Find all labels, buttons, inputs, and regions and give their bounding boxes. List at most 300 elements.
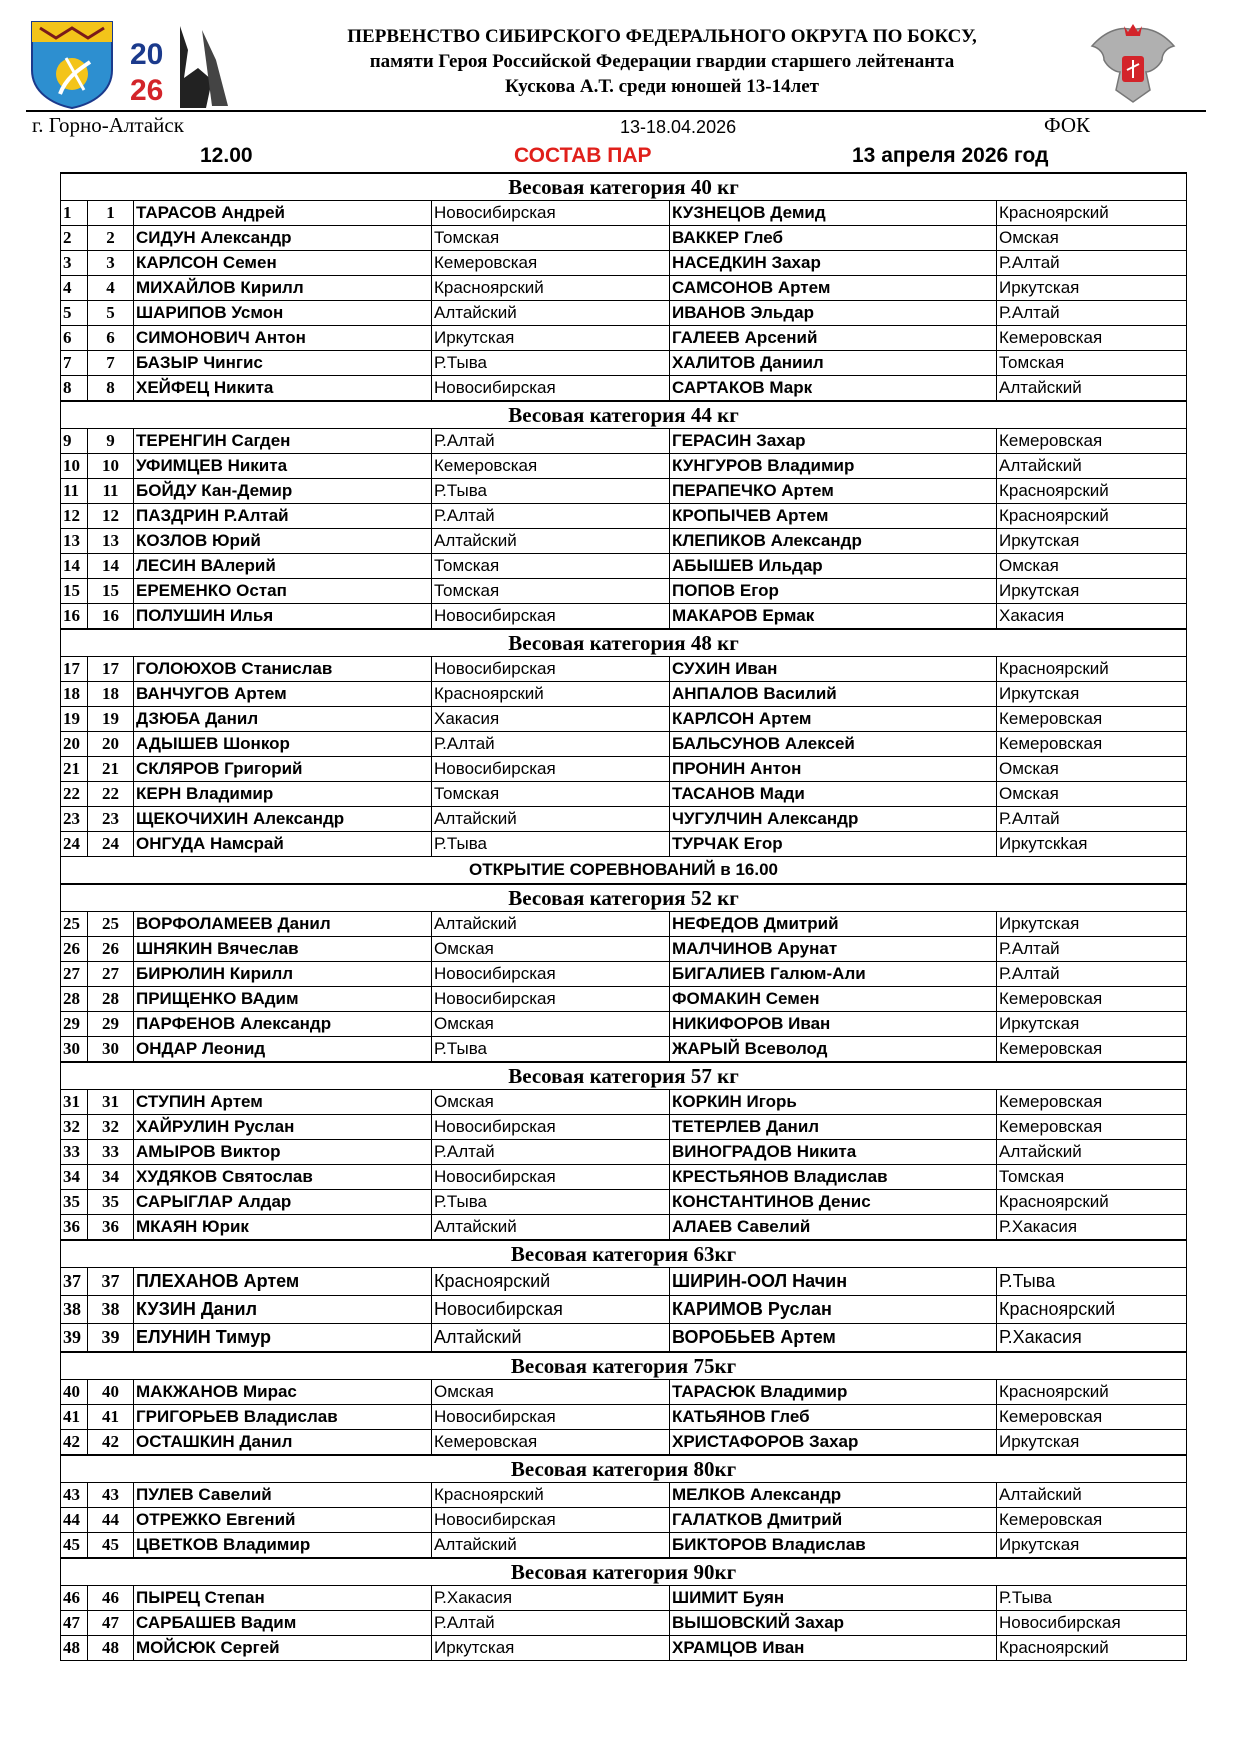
pair-number: 35 bbox=[88, 1190, 134, 1215]
weight-category-row bbox=[61, 1062, 1187, 1090]
pair-index: 45 bbox=[61, 1533, 88, 1559]
boxer-blue-name: ХРИСТАФОРОВ Захар bbox=[670, 1430, 997, 1456]
session-date: 13 апреля 2026 год bbox=[852, 144, 1049, 167]
boxer-blue-region: Омская bbox=[997, 782, 1187, 807]
boxer-blue-name: ПОПОВ Егор bbox=[670, 579, 997, 604]
boxer-red-region: Красноярский bbox=[432, 276, 670, 301]
boxer-blue-region: Иркутская bbox=[997, 579, 1187, 604]
pair-number: 12 bbox=[88, 504, 134, 529]
boxer-red-name: ПАЗДРИН Р.Алтай bbox=[134, 504, 432, 529]
pair-row bbox=[61, 429, 1187, 454]
pair-number: 1 bbox=[88, 201, 134, 226]
pair-row bbox=[61, 782, 1187, 807]
pair-row bbox=[61, 1586, 1187, 1611]
boxer-red-name: МИХАЙЛОВ Кирилл bbox=[134, 276, 432, 301]
pair-number: 31 bbox=[88, 1090, 134, 1115]
pair-row bbox=[61, 604, 1187, 630]
event-title-line-3: Кускова А.Т. среди юношей 13-14лет bbox=[504, 76, 819, 97]
boxer-red-region: Кемеровская bbox=[432, 1430, 670, 1456]
boxer-red-name: СИМОНОВИЧ Антон bbox=[134, 326, 432, 351]
boxer-blue-region: Кемеровская bbox=[997, 1115, 1187, 1140]
pair-index: 3 bbox=[61, 251, 88, 276]
pair-row bbox=[61, 1405, 1187, 1430]
boxer-red-name: ТЕРЕНГИН Сагден bbox=[134, 429, 432, 454]
pair-row bbox=[61, 1190, 1187, 1215]
boxer-red-region: Красноярский bbox=[432, 1268, 670, 1296]
pair-number: 22 bbox=[88, 782, 134, 807]
pair-index: 8 bbox=[61, 376, 88, 402]
boxer-red-region: Алтайский bbox=[432, 807, 670, 832]
event-title-line-2: памяти Героя Российской Федерации гвардии старшего лейтенанта bbox=[369, 51, 955, 72]
boxer-red-name: САРЫГЛАР Алдар bbox=[134, 1190, 432, 1215]
pair-row bbox=[61, 579, 1187, 604]
boxer-blue-region: Алтайский bbox=[997, 1140, 1187, 1165]
pair-row bbox=[61, 1636, 1187, 1661]
boxer-red-region: Р.Алтай bbox=[432, 1611, 670, 1636]
pair-number: 36 bbox=[88, 1215, 134, 1241]
opening-note: ОТКРЫТИЕ СОРЕВНОВАНИЙ в 16.00 bbox=[61, 857, 1187, 885]
boxer-blue-region: Р.Тыва bbox=[997, 1586, 1187, 1611]
boxer-blue-name: КАТЬЯНОВ Глеб bbox=[670, 1405, 997, 1430]
boxer-red-name: АДЫШЕВ Шонкор bbox=[134, 732, 432, 757]
pair-number: 8 bbox=[88, 376, 134, 402]
boxer-blue-region: Иркутская bbox=[997, 529, 1187, 554]
boxer-blue-name: САРТАКОВ Марк bbox=[670, 376, 997, 402]
boxer-red-region: Алтайский bbox=[432, 1533, 670, 1559]
weight-category-title: Весовая категория 57 кг bbox=[61, 1062, 1187, 1090]
pair-row bbox=[61, 301, 1187, 326]
pair-index: 25 bbox=[61, 912, 88, 937]
pair-row bbox=[61, 1483, 1187, 1508]
pair-row bbox=[61, 807, 1187, 832]
boxer-red-region: Алтайский bbox=[432, 912, 670, 937]
boxer-blue-region: Красноярский bbox=[997, 504, 1187, 529]
pair-index: 37 bbox=[61, 1268, 88, 1296]
boxer-blue-region: Кемеровская bbox=[997, 1037, 1187, 1063]
boxer-red-name: ЕРЕМЕНКО Остап bbox=[134, 579, 432, 604]
boxer-blue-name: ХАЛИТОВ Даниил bbox=[670, 351, 997, 376]
boxer-blue-name: ИВАНОВ Эльдар bbox=[670, 301, 997, 326]
boxer-red-region: Томская bbox=[432, 226, 670, 251]
pair-row bbox=[61, 757, 1187, 782]
pair-row bbox=[61, 1215, 1187, 1241]
boxer-red-region: Томская bbox=[432, 579, 670, 604]
pair-index: 11 bbox=[61, 479, 88, 504]
pair-index: 43 bbox=[61, 1483, 88, 1508]
boxer-blue-name: ВОРОБЬЕВ Артем bbox=[670, 1324, 997, 1353]
boxer-red-name: ЩЕКОЧИХИН Александр bbox=[134, 807, 432, 832]
boxer-blue-region: Р.Алтай bbox=[997, 301, 1187, 326]
weight-category-row bbox=[61, 1558, 1187, 1586]
boxer-red-region: Р.Тыва bbox=[432, 479, 670, 504]
boxer-red-name: ЦВЕТКОВ Владимир bbox=[134, 1533, 432, 1559]
page-heading: СОСТАВ ПАР bbox=[514, 144, 652, 167]
boxer-blue-name: БИГАЛИЕВ Галюм-Али bbox=[670, 962, 997, 987]
pair-index: 47 bbox=[61, 1611, 88, 1636]
boxer-blue-name: ПЕРАПЕЧКО Артем bbox=[670, 479, 997, 504]
boxer-blue-name: ЧУГУЛЧИН Александр bbox=[670, 807, 997, 832]
boxer-red-name: БАЗЫР Чингис bbox=[134, 351, 432, 376]
boxer-red-region: Р.Алтай bbox=[432, 504, 670, 529]
pair-number: 16 bbox=[88, 604, 134, 630]
boxer-red-region: Новосибирская bbox=[432, 1508, 670, 1533]
pair-row bbox=[61, 251, 1187, 276]
pair-row bbox=[61, 1533, 1187, 1559]
boxer-red-name: САРБАШЕВ Вадим bbox=[134, 1611, 432, 1636]
pair-number: 42 bbox=[88, 1430, 134, 1456]
boxer-red-region: Новосибирская bbox=[432, 604, 670, 630]
pair-number: 29 bbox=[88, 1012, 134, 1037]
boxer-blue-region: Р.Алтай bbox=[997, 807, 1187, 832]
pair-row bbox=[61, 1324, 1187, 1353]
boxer-blue-region: Красноярский bbox=[997, 479, 1187, 504]
pair-row bbox=[61, 1090, 1187, 1115]
pair-number: 7 bbox=[88, 351, 134, 376]
pair-row bbox=[61, 1165, 1187, 1190]
pair-row bbox=[61, 276, 1187, 301]
pair-row bbox=[61, 376, 1187, 402]
boxer-blue-name: ТАРАСЮК Владимир bbox=[670, 1380, 997, 1405]
pair-index: 9 bbox=[61, 429, 88, 454]
boxer-blue-region: Кемеровская bbox=[997, 707, 1187, 732]
boxer-blue-name: ГЕРАСИН Захар bbox=[670, 429, 997, 454]
pair-number: 26 bbox=[88, 937, 134, 962]
boxer-blue-name: ГАЛАТКОВ Дмитрий bbox=[670, 1508, 997, 1533]
pair-index: 31 bbox=[61, 1090, 88, 1115]
weight-category-row bbox=[61, 1352, 1187, 1380]
boxer-red-region: Новосибирская bbox=[432, 1165, 670, 1190]
pair-index: 42 bbox=[61, 1430, 88, 1456]
pair-number: 41 bbox=[88, 1405, 134, 1430]
pair-index: 2 bbox=[61, 226, 88, 251]
pairs-table bbox=[60, 172, 1187, 1661]
boxer-blue-name: МАКАРОВ Ермак bbox=[670, 604, 997, 630]
boxer-red-name: ВАНЧУГОВ Артем bbox=[134, 682, 432, 707]
pair-row bbox=[61, 1508, 1187, 1533]
weight-category-title: Весовая категория 40 кг bbox=[61, 173, 1187, 201]
pair-row bbox=[61, 937, 1187, 962]
pair-number: 25 bbox=[88, 912, 134, 937]
boxer-blue-region: Р.Алтай bbox=[997, 937, 1187, 962]
pair-row bbox=[61, 987, 1187, 1012]
boxer-red-name: ОТРЕЖКО Евгений bbox=[134, 1508, 432, 1533]
boxer-red-region: Хакасия bbox=[432, 707, 670, 732]
boxer-red-region: Омская bbox=[432, 1012, 670, 1037]
boxer-blue-name: ТАСАНОВ Мади bbox=[670, 782, 997, 807]
pair-index: 15 bbox=[61, 579, 88, 604]
boxer-red-name: ЕЛУНИН Тимур bbox=[134, 1324, 432, 1353]
boxer-blue-region: Кемеровская bbox=[997, 326, 1187, 351]
boxer-red-name: МАКЖАНОВ Мирас bbox=[134, 1380, 432, 1405]
weight-category-title: Весовая категория 80кг bbox=[61, 1455, 1187, 1483]
boxer-red-name: КУЗИН Данил bbox=[134, 1296, 432, 1324]
boxer-blue-name: ШИРИН-ООЛ Начин bbox=[670, 1268, 997, 1296]
pair-row bbox=[61, 1037, 1187, 1063]
boxer-red-region: Новосибирская bbox=[432, 1405, 670, 1430]
boxer-red-region: Новосибирская bbox=[432, 1296, 670, 1324]
boxer-red-region: Алтайский bbox=[432, 301, 670, 326]
boxer-blue-region: Алтайский bbox=[997, 1483, 1187, 1508]
pair-row bbox=[61, 226, 1187, 251]
pair-index: 28 bbox=[61, 987, 88, 1012]
boxer-blue-region: Кемеровская bbox=[997, 732, 1187, 757]
boxer-red-region: Р.Алтай bbox=[432, 429, 670, 454]
boxer-blue-name: АНПАЛОВ Василий bbox=[670, 682, 997, 707]
boxer-red-name: УФИМЦЕВ Никита bbox=[134, 454, 432, 479]
event-title bbox=[262, 24, 1062, 99]
boxer-red-name: ВОРФОЛАМЕЕВ Данил bbox=[134, 912, 432, 937]
boxer-red-region: Кемеровская bbox=[432, 251, 670, 276]
pair-index: 13 bbox=[61, 529, 88, 554]
pair-index: 17 bbox=[61, 657, 88, 682]
pair-index: 27 bbox=[61, 962, 88, 987]
boxer-red-name: ЛЕСИН ВАлерий bbox=[134, 554, 432, 579]
pair-index: 6 bbox=[61, 326, 88, 351]
opening-note-row bbox=[61, 857, 1187, 885]
pair-index: 38 bbox=[61, 1296, 88, 1324]
pair-number: 17 bbox=[88, 657, 134, 682]
pair-row bbox=[61, 682, 1187, 707]
pair-row bbox=[61, 912, 1187, 937]
pair-index: 40 bbox=[61, 1380, 88, 1405]
pair-number: 39 bbox=[88, 1324, 134, 1353]
boxer-red-name: БОЙДУ Кан-Демир bbox=[134, 479, 432, 504]
boxer-red-name: ХУДЯКОВ Святослав bbox=[134, 1165, 432, 1190]
pair-number: 48 bbox=[88, 1636, 134, 1661]
pair-index: 36 bbox=[61, 1215, 88, 1241]
pair-index: 23 bbox=[61, 807, 88, 832]
pair-number: 30 bbox=[88, 1037, 134, 1063]
boxer-red-name: МОЙСЮК Сергей bbox=[134, 1636, 432, 1661]
boxer-blue-name: БИКТОРОВ Владислав bbox=[670, 1533, 997, 1559]
pair-index: 21 bbox=[61, 757, 88, 782]
boxer-blue-name: КОНСТАНТИНОВ Денис bbox=[670, 1190, 997, 1215]
boxer-red-name: ГОЛОЮХОВ Станислав bbox=[134, 657, 432, 682]
pair-number: 10 bbox=[88, 454, 134, 479]
boxer-red-region: Иркутская bbox=[432, 1636, 670, 1661]
boxer-blue-name: НАСЕДКИН Захар bbox=[670, 251, 997, 276]
boxer-blue-name: ВАККЕР Глеб bbox=[670, 226, 997, 251]
boxer-blue-region: Омская bbox=[997, 554, 1187, 579]
event-city: г. Горно-Алтайск bbox=[32, 113, 184, 137]
boxer-blue-region: Иркутская bbox=[997, 912, 1187, 937]
pair-index: 20 bbox=[61, 732, 88, 757]
boxer-blue-region: Кемеровская bbox=[997, 429, 1187, 454]
boxer-blue-region: Иркутская bbox=[997, 1430, 1187, 1456]
boxer-blue-name: СУХИН Иван bbox=[670, 657, 997, 682]
pair-row bbox=[61, 732, 1187, 757]
pair-index: 7 bbox=[61, 351, 88, 376]
pair-number: 11 bbox=[88, 479, 134, 504]
boxer-blue-region: Иркутская bbox=[997, 1012, 1187, 1037]
weight-category-row bbox=[61, 173, 1187, 201]
boxer-blue-name: ВЫШОВСКИЙ Захар bbox=[670, 1611, 997, 1636]
weight-category-title: Весовая категория 90кг bbox=[61, 1558, 1187, 1586]
boxer-red-name: ОНДАР Леонид bbox=[134, 1037, 432, 1063]
pair-index: 35 bbox=[61, 1190, 88, 1215]
pair-index: 1 bbox=[61, 201, 88, 226]
event-title-line-1: ПЕРВЕНСТВО СИБИРСКОГО ФЕДЕРАЛЬНОГО ОКРУГА ПО БОКСУ, bbox=[347, 26, 977, 47]
boxer-red-region: Кемеровская bbox=[432, 454, 670, 479]
boxer-red-region: Р.Тыва bbox=[432, 832, 670, 857]
boxer-red-region: Алтайский bbox=[432, 529, 670, 554]
boxer-red-name: ПРИЩЕНКО ВАдим bbox=[134, 987, 432, 1012]
boxer-blue-name: КАРЛСОН Артем bbox=[670, 707, 997, 732]
boxer-blue-region: Омская bbox=[997, 226, 1187, 251]
pair-number: 13 bbox=[88, 529, 134, 554]
weight-category-title: Весовая категория 52 кг bbox=[61, 884, 1187, 912]
boxer-red-name: ТАРАСОВ Андрей bbox=[134, 201, 432, 226]
boxer-red-region: Р.Алтай bbox=[432, 1140, 670, 1165]
boxer-blue-name: САМСОНОВ Артем bbox=[670, 276, 997, 301]
year-2026-logo-icon bbox=[128, 20, 236, 110]
boxer-blue-region: Иркутская bbox=[997, 1533, 1187, 1559]
pair-number: 20 bbox=[88, 732, 134, 757]
boxer-red-region: Алтайский bbox=[432, 1324, 670, 1353]
boxer-blue-region: Томская bbox=[997, 1165, 1187, 1190]
boxer-red-region: Красноярский bbox=[432, 682, 670, 707]
boxer-blue-region: Красноярский bbox=[997, 1636, 1187, 1661]
boxer-blue-region: Р.Тыва bbox=[997, 1268, 1187, 1296]
boxer-red-region: Новосибирская bbox=[432, 962, 670, 987]
boxer-red-name: ОНГУДА Намсрай bbox=[134, 832, 432, 857]
boxer-blue-name: НЕФЕДОВ Дмитрий bbox=[670, 912, 997, 937]
pair-index: 24 bbox=[61, 832, 88, 857]
pair-index: 4 bbox=[61, 276, 88, 301]
boxer-red-name: КОЗЛОВ Юрий bbox=[134, 529, 432, 554]
boxer-blue-region: Кемеровская bbox=[997, 1405, 1187, 1430]
pair-number: 43 bbox=[88, 1483, 134, 1508]
weight-category-row bbox=[61, 1455, 1187, 1483]
pair-index: 46 bbox=[61, 1586, 88, 1611]
pair-number: 40 bbox=[88, 1380, 134, 1405]
pair-number: 2 bbox=[88, 226, 134, 251]
boxer-blue-region: Томская bbox=[997, 351, 1187, 376]
svg-text:20: 20 bbox=[130, 38, 164, 71]
pair-index: 19 bbox=[61, 707, 88, 732]
boxer-blue-region: Кемеровская bbox=[997, 1090, 1187, 1115]
pair-number: 33 bbox=[88, 1140, 134, 1165]
boxer-blue-region: Красноярский bbox=[997, 1296, 1187, 1324]
boxer-blue-name: МАЛЧИНОВ Арунат bbox=[670, 937, 997, 962]
boxer-blue-region: Р.Алтай bbox=[997, 962, 1187, 987]
boxer-blue-name: ВИНОГРАДОВ Никита bbox=[670, 1140, 997, 1165]
pair-index: 34 bbox=[61, 1165, 88, 1190]
boxer-blue-name: КОРКИН Игорь bbox=[670, 1090, 997, 1115]
boxer-blue-name: КЛЕПИКОВ Александр bbox=[670, 529, 997, 554]
weight-category-row bbox=[61, 629, 1187, 657]
boxer-red-name: БИРЮЛИН Кирилл bbox=[134, 962, 432, 987]
boxer-blue-region: Алтайский bbox=[997, 454, 1187, 479]
boxer-blue-name: ТУРЧАК Егор bbox=[670, 832, 997, 857]
pair-number: 18 bbox=[88, 682, 134, 707]
boxer-blue-name: КАРИМОВ Руслан bbox=[670, 1296, 997, 1324]
header-rule bbox=[26, 110, 1206, 112]
boxer-blue-region: Р.Хакасия bbox=[997, 1215, 1187, 1241]
boxer-blue-region: Красноярский bbox=[997, 657, 1187, 682]
boxer-red-region: Омская bbox=[432, 937, 670, 962]
pair-row bbox=[61, 479, 1187, 504]
boxer-blue-region: Иркутская bbox=[997, 682, 1187, 707]
pair-number: 21 bbox=[88, 757, 134, 782]
boxer-blue-region: Кемеровская bbox=[997, 1508, 1187, 1533]
boxer-blue-name: НИКИФОРОВ Иван bbox=[670, 1012, 997, 1037]
pair-row bbox=[61, 1380, 1187, 1405]
boxer-red-region: Иркутская bbox=[432, 326, 670, 351]
boxer-red-region: Новосибирская bbox=[432, 1115, 670, 1140]
boxer-red-name: АМЫРОВ Виктор bbox=[134, 1140, 432, 1165]
boxer-red-name: МКАЯН Юрик bbox=[134, 1215, 432, 1241]
pair-row bbox=[61, 1296, 1187, 1324]
pair-index: 5 bbox=[61, 301, 88, 326]
boxer-red-region: Омская bbox=[432, 1380, 670, 1405]
boxer-red-name: КАРЛСОН Семен bbox=[134, 251, 432, 276]
russia-emblem-icon bbox=[1086, 20, 1180, 108]
boxer-red-region: Новосибирская bbox=[432, 987, 670, 1012]
pair-index: 33 bbox=[61, 1140, 88, 1165]
weight-category-row bbox=[61, 401, 1187, 429]
boxer-blue-name: АБЫШЕВ Ильдар bbox=[670, 554, 997, 579]
boxer-blue-region: Р.Алтай bbox=[997, 251, 1187, 276]
pair-row bbox=[61, 1012, 1187, 1037]
pair-number: 32 bbox=[88, 1115, 134, 1140]
boxer-blue-name: ФОМАКИН Семен bbox=[670, 987, 997, 1012]
pair-number: 27 bbox=[88, 962, 134, 987]
boxer-blue-name: КУЗНЕЦОВ Демид bbox=[670, 201, 997, 226]
pair-index: 12 bbox=[61, 504, 88, 529]
pair-index: 32 bbox=[61, 1115, 88, 1140]
boxer-red-name: ПЛЕХАНОВ Артем bbox=[134, 1268, 432, 1296]
weight-category-title: Весовая категория 75кг bbox=[61, 1352, 1187, 1380]
pair-number: 6 bbox=[88, 326, 134, 351]
pair-index: 48 bbox=[61, 1636, 88, 1661]
boxer-red-name: СКЛЯРОВ Григорий bbox=[134, 757, 432, 782]
pair-row bbox=[61, 657, 1187, 682]
boxer-blue-name: ТЕТЕРЛЕВ Данил bbox=[670, 1115, 997, 1140]
boxer-blue-region: Иркутская bbox=[997, 276, 1187, 301]
pair-index: 22 bbox=[61, 782, 88, 807]
pair-row bbox=[61, 1611, 1187, 1636]
boxer-red-region: Р.Хакасия bbox=[432, 1586, 670, 1611]
pair-row bbox=[61, 529, 1187, 554]
boxer-blue-region: Р.Хакасия bbox=[997, 1324, 1187, 1353]
pair-index: 14 bbox=[61, 554, 88, 579]
pair-row bbox=[61, 707, 1187, 732]
boxer-red-name: ПЫРЕЦ Степан bbox=[134, 1586, 432, 1611]
boxer-red-name: ШАРИПОВ Усмон bbox=[134, 301, 432, 326]
boxer-red-region: Р.Алтай bbox=[432, 732, 670, 757]
boxer-red-region: Омская bbox=[432, 1090, 670, 1115]
boxer-blue-name: МЕЛКОВ Александр bbox=[670, 1483, 997, 1508]
boxer-blue-name: ХРАМЦОВ Иван bbox=[670, 1636, 997, 1661]
boxer-blue-region: Омская bbox=[997, 757, 1187, 782]
pair-row bbox=[61, 962, 1187, 987]
weight-category-row bbox=[61, 884, 1187, 912]
pair-row bbox=[61, 1140, 1187, 1165]
boxer-blue-name: КРЕСТЬЯНОВ Владислав bbox=[670, 1165, 997, 1190]
pair-number: 15 bbox=[88, 579, 134, 604]
boxer-blue-region: Красноярский bbox=[997, 1190, 1187, 1215]
boxer-blue-region: Новосибирская bbox=[997, 1611, 1187, 1636]
pair-row bbox=[61, 326, 1187, 351]
pair-number: 37 bbox=[88, 1268, 134, 1296]
boxer-red-region: Новосибирская bbox=[432, 657, 670, 682]
pair-number: 34 bbox=[88, 1165, 134, 1190]
boxer-red-name: ПОЛУШИН Илья bbox=[134, 604, 432, 630]
boxer-red-region: Красноярский bbox=[432, 1483, 670, 1508]
boxer-red-region: Р.Тыва bbox=[432, 351, 670, 376]
pair-index: 44 bbox=[61, 1508, 88, 1533]
